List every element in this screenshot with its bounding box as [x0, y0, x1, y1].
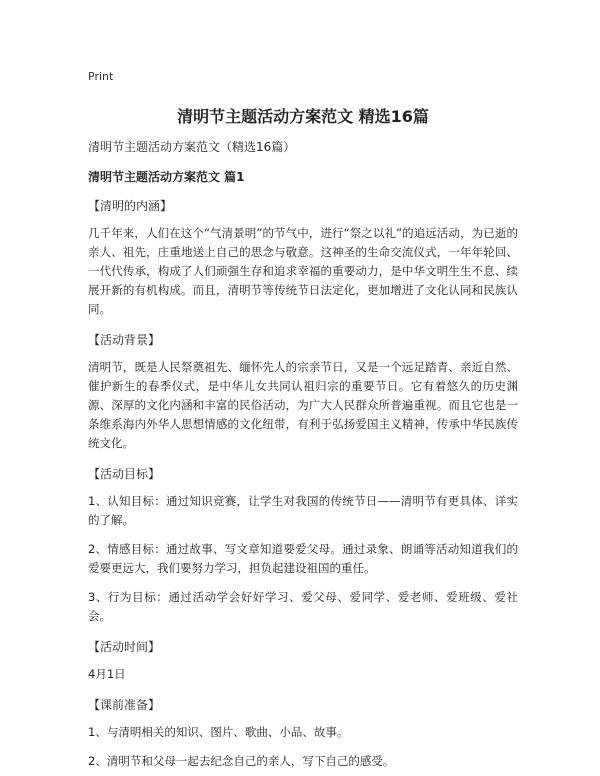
paragraph-prep-2: 2、清明节和父母一起去纪念自己的亲人，写下自己的感受。	[88, 754, 395, 768]
paragraph-goal-emotional: 2、情感目标：通过故事、写文章知道要爱父母。通过录象、朗诵等活动知道我们的爱要更远大，我们要努力学习，担负起建设祖国的重任。	[88, 542, 518, 575]
section-title: 清明节主题活动方案范文 篇1	[88, 170, 245, 184]
paragraph-goal-behavior: 3、行为目标：通过活动学会好好学习、爱父母、爱同学、爱老师、爱班级、爱社会。	[88, 590, 518, 623]
paragraph-prep-1: 1、与清明相关的知识、图片、歌曲、小品、故事。	[88, 725, 349, 739]
heading-preparation: 【课前准备】	[88, 698, 161, 712]
paragraph-time: 4月1日	[88, 667, 126, 681]
paragraph-background: 清明节，既是人民祭奠祖先、缅怀先人的宗亲节日，又是一个远足踏青、亲近自然、催护新生的春季仪式，是中华儿女共同认祖归宗的重要节日。它有着悠久的历史渊源、深厚的文化内涵和丰富的民俗活动，为广大人民群众所普遍重视。而且它也是一条维系海内外华人思想情感的文化纽带，有利于弘扬爱国主义精神，传承中华民族传统文化。	[88, 360, 518, 450]
document-subtitle: 清明节主题活动方案范文（精选16篇）	[88, 140, 296, 154]
heading-goals: 【活动目标】	[88, 467, 161, 481]
paragraph-goal-cognitive: 1、认知目标：通过知识竞赛，让学生对我国的传统节日——清明节有更具体、详实的了解。	[88, 494, 518, 527]
paragraph-connotation: 几千年来，人们在这个“气清景明”的节气中，进行“祭之以礼”的追远活动，为已逝的亲人、祖先，庄重地送上自己的思念与敬意。这神圣的生命交流仪式，一年年轮回、一代代传承，构成了人们顽强生存和追求幸福的重要动力，是中华文明生生不息、续展开新的有机构成。而且，清明节等传统节日法定化，更加增进了文化认同和民族认同。	[88, 226, 518, 316]
heading-background: 【活动背景】	[88, 333, 161, 347]
document-page	[88, 70, 518, 771]
heading-connotation: 【清明的内涵】	[88, 199, 173, 213]
document-title: 清明节主题活动方案范文 精选16篇	[177, 107, 429, 126]
heading-time: 【活动时间】	[88, 640, 161, 654]
print-link[interactable]: Print	[88, 70, 114, 83]
